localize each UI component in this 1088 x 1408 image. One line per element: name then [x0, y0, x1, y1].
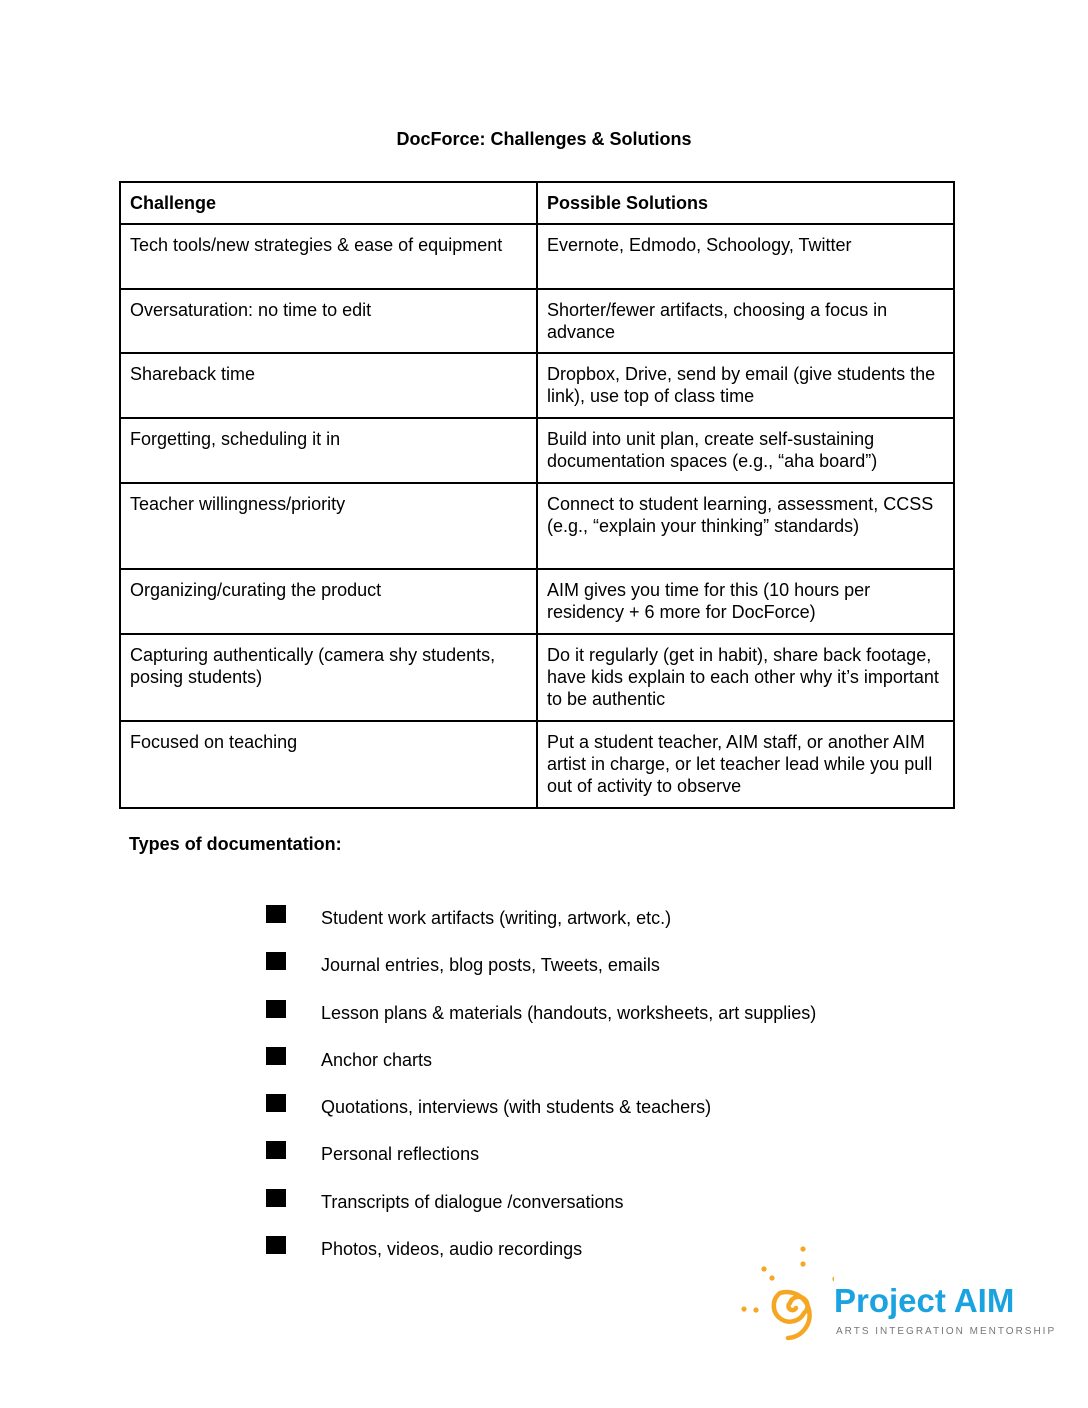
- types-heading: Types of documentation:: [129, 834, 342, 854]
- challenge-cell: Focused on teaching: [120, 721, 537, 808]
- solution-cell: Shorter/fewer artifacts, choosing a focus in advance: [537, 289, 954, 353]
- column-header-solutions: Possible Solutions: [537, 182, 954, 224]
- solution-cell: Build into unit plan, create self-sustaining documentation spaces (e.g., “aha board”): [537, 418, 954, 483]
- spiral-sun-icon: [738, 1244, 834, 1344]
- solution-cell: Do it regularly (get in habit), share back footage, have kids explain to each other why it’s important to be authentic: [537, 634, 954, 721]
- solution-cell: Connect to student learning, assessment, CCSS (e.g., “explain your thinking” standards): [537, 483, 954, 569]
- table-header-row: [120, 182, 954, 224]
- challenges-table: [119, 181, 955, 809]
- table-row: [120, 418, 954, 483]
- square-bullet-icon: [266, 1141, 286, 1159]
- logo-name: Project AIM: [834, 1282, 1015, 1319]
- challenge-cell: Teacher willingness/priority: [120, 483, 537, 569]
- challenge-cell: Shareback time: [120, 353, 537, 418]
- square-bullet-icon: [266, 1000, 286, 1018]
- square-bullet-icon: [266, 1236, 286, 1254]
- solution-cell: AIM gives you time for this (10 hours per residency + 6 more for DocForce): [537, 569, 954, 634]
- challenge-cell: Organizing/curating the product: [120, 569, 537, 634]
- square-bullet-icon: [266, 952, 286, 970]
- table-row: [120, 289, 954, 353]
- table-row: [120, 224, 954, 289]
- square-bullet-icon: [266, 1189, 286, 1207]
- table-row: [120, 483, 954, 569]
- table-row: [120, 569, 954, 634]
- square-bullet-icon: [266, 1094, 286, 1112]
- table-row: [120, 634, 954, 721]
- square-bullet-icon: [266, 1047, 286, 1065]
- challenge-cell: Capturing authentically (camera shy students, posing students): [120, 634, 537, 721]
- column-header-challenge: Challenge: [120, 182, 537, 224]
- solution-cell: Put a student teacher, AIM staff, or another AIM artist in charge, or let teacher lead while you pull out of activity to observe: [537, 721, 954, 808]
- table-row: [120, 721, 954, 808]
- challenge-cell: Tech tools/new strategies & ease of equipment: [120, 224, 537, 289]
- solution-cell: Dropbox, Drive, send by email (give students the link), use top of class time: [537, 353, 954, 418]
- challenge-cell: Oversaturation: no time to edit: [120, 289, 537, 353]
- solution-cell: Evernote, Edmodo, Schoology, Twitter: [537, 224, 954, 289]
- logo-tagline: ARTS INTEGRATION MENTORSHIP: [836, 1326, 1057, 1337]
- project-aim-logo: [738, 1244, 1057, 1344]
- page-title: DocForce: Challenges & Solutions: [396, 129, 692, 149]
- challenge-cell: Forgetting, scheduling it in: [120, 418, 537, 483]
- table-row: [120, 353, 954, 418]
- square-bullet-icon: [266, 905, 286, 923]
